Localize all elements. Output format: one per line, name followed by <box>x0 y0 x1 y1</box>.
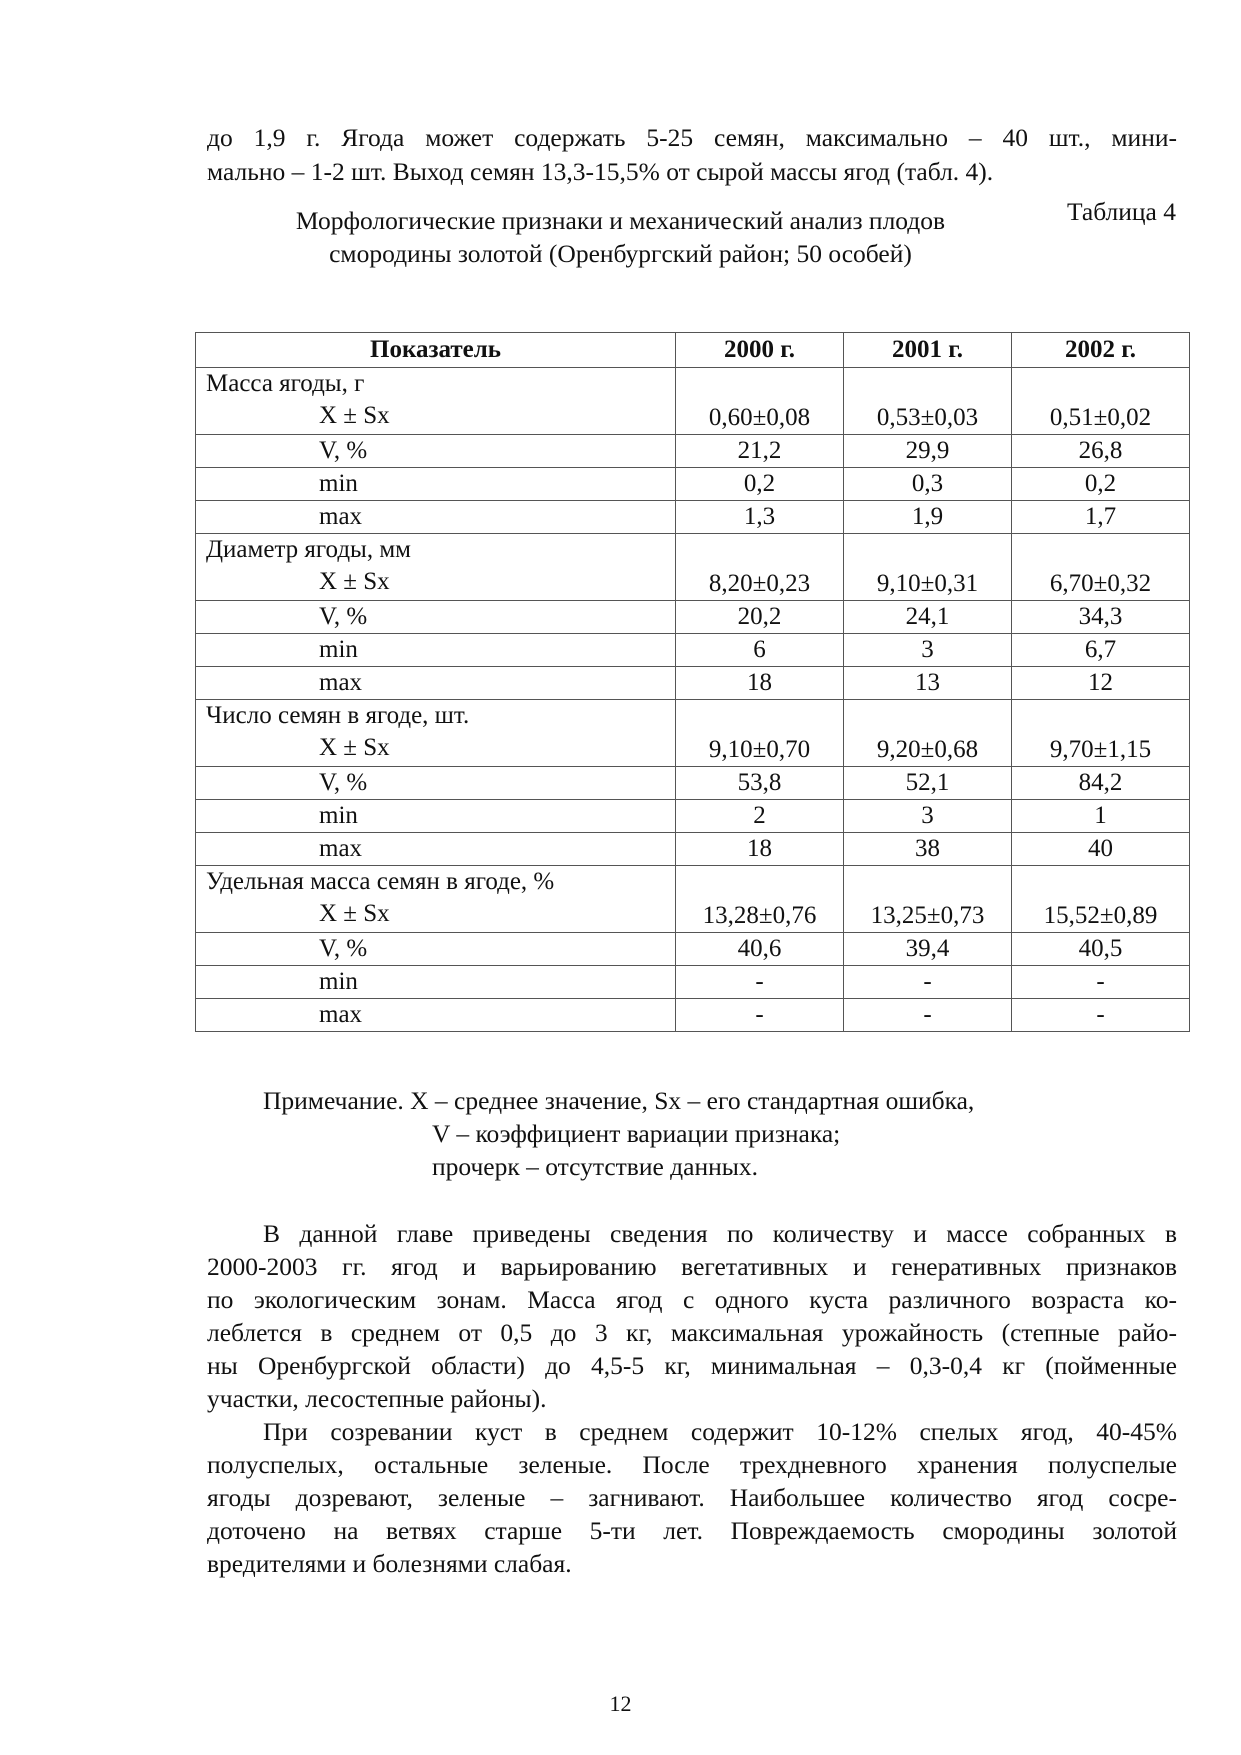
value-cell-2000: 20,2 <box>676 601 844 634</box>
table-group-row <box>196 368 1190 435</box>
value-cell-2001: - <box>844 999 1012 1032</box>
row-label: V, % <box>196 601 676 634</box>
value-cell-2001: 39,4 <box>844 933 1012 966</box>
table-row <box>196 601 1190 634</box>
table-row <box>196 933 1190 966</box>
paragraph-2-line: При созревании куст в среднем содержит 10-12% спелых ягод, 40-45% <box>263 1417 1177 1446</box>
paragraph-1-line: участки, лесостепные районы). <box>207 1384 547 1413</box>
table-row <box>196 767 1190 800</box>
value-cell-2002: 9,70±1,15 <box>1012 700 1190 767</box>
table-row <box>196 468 1190 501</box>
value-cell-2002: 40 <box>1012 833 1190 866</box>
paragraph-2-line: ягоды дозревают, зеленые – загнивают. Наибольшее количество ягод сосре- <box>207 1483 1177 1512</box>
table-note-line-3: прочерк – отсутствие данных. <box>432 1152 759 1181</box>
value-cell-2002: - <box>1012 966 1190 999</box>
value-cell-2002: 1,7 <box>1012 501 1190 534</box>
row-label: V, % <box>196 435 676 468</box>
value-cell-2002: 12 <box>1012 667 1190 700</box>
paragraph-1-line: ны Оренбургской области) до 4,5-5 кг, минимальная – 0,3-0,4 кг (пойменные <box>207 1351 1177 1380</box>
value-cell-2001: 29,9 <box>844 435 1012 468</box>
value-cell-2000: 53,8 <box>676 767 844 800</box>
intro-line-1: до 1,9 г. Ягода может содержать 5-25 семян, максимально – 40 шт., мини- <box>207 123 1177 152</box>
row-label: max <box>196 501 676 534</box>
header-indicator: Показатель <box>196 333 676 368</box>
value-cell-2002: 26,8 <box>1012 435 1190 468</box>
table-label: Таблица 4 <box>1066 197 1176 226</box>
table-row <box>196 966 1190 999</box>
value-cell-2001: - <box>844 966 1012 999</box>
value-cell-2002: 6,70±0,32 <box>1012 534 1190 601</box>
value-cell-2001: 3 <box>844 800 1012 833</box>
row-label: V, % <box>196 767 676 800</box>
table-header-row <box>196 333 1190 368</box>
morphology-table <box>195 332 1190 1032</box>
group-title: Диаметр ягоды, мм <box>206 536 411 563</box>
group-label-cell <box>196 700 676 767</box>
group-title: Удельная масса семян в ягоде, % <box>206 868 555 895</box>
row-label: X ± Sx <box>319 900 390 927</box>
paragraph-1-line: В данной главе приведены сведения по количеству и массе собранных в <box>263 1219 1177 1248</box>
paragraph-2-line: полуспелых, остальные зеленые. После трехдневного хранения полуспелые <box>207 1450 1177 1479</box>
value-cell-2000: 2 <box>676 800 844 833</box>
table-row <box>196 667 1190 700</box>
table-caption-line-1: Морфологические признаки и механический анализ плодов <box>295 206 946 235</box>
value-cell-2002: 15,52±0,89 <box>1012 866 1190 933</box>
paragraph-1-line: леблется в среднем от 0,5 до 3 кг, максимальная урожайность (степные райо- <box>207 1318 1177 1347</box>
value-cell-2000: 6 <box>676 634 844 667</box>
value-cell-2000: 0,2 <box>676 468 844 501</box>
table-note-line-1: Примечание. X – среднее значение, Sx – его стандартная ошибка, <box>263 1086 975 1115</box>
value-cell-2000: 8,20±0,23 <box>676 534 844 601</box>
header-year-2002: 2002 г. <box>1012 333 1190 368</box>
value-cell-2001: 3 <box>844 634 1012 667</box>
value-cell-2001: 0,53±0,03 <box>844 368 1012 435</box>
value-cell-2001: 24,1 <box>844 601 1012 634</box>
paragraph-1-line: по экологическим зонам. Масса ягод с одного куста различного возраста ко- <box>207 1285 1177 1314</box>
table-body <box>196 368 1190 1032</box>
value-cell-2000: - <box>676 966 844 999</box>
table-row <box>196 999 1190 1032</box>
value-cell-2002: 6,7 <box>1012 634 1190 667</box>
value-cell-2002: 34,3 <box>1012 601 1190 634</box>
row-label: max <box>196 833 676 866</box>
group-title: Масса ягоды, г <box>206 370 365 397</box>
table-row <box>196 800 1190 833</box>
value-cell-2000: 1,3 <box>676 501 844 534</box>
paragraph-2-line: вредителями и болезнями слабая. <box>207 1549 572 1578</box>
value-cell-2000: 9,10±0,70 <box>676 700 844 767</box>
value-cell-2002: 40,5 <box>1012 933 1190 966</box>
row-label: max <box>196 667 676 700</box>
value-cell-2001: 9,10±0,31 <box>844 534 1012 601</box>
table-row <box>196 501 1190 534</box>
value-cell-2000: 18 <box>676 833 844 866</box>
header-year-2001: 2001 г. <box>844 333 1012 368</box>
header-year-2000: 2000 г. <box>676 333 844 368</box>
value-cell-2002: - <box>1012 999 1190 1032</box>
table-group-row <box>196 534 1190 601</box>
row-label: X ± Sx <box>319 402 390 429</box>
table-note-line-2: V – коэффициент вариации признака; <box>432 1119 841 1148</box>
table-group-row <box>196 866 1190 933</box>
group-label-cell <box>196 368 676 435</box>
row-label: X ± Sx <box>319 568 390 595</box>
value-cell-2001: 9,20±0,68 <box>844 700 1012 767</box>
row-label: X ± Sx <box>319 734 390 761</box>
value-cell-2000: 40,6 <box>676 933 844 966</box>
value-cell-2002: 0,51±0,02 <box>1012 368 1190 435</box>
value-cell-2000: 18 <box>676 667 844 700</box>
value-cell-2001: 52,1 <box>844 767 1012 800</box>
page-number: 12 <box>609 1691 632 1716</box>
value-cell-2001: 1,9 <box>844 501 1012 534</box>
table-group-row <box>196 700 1190 767</box>
row-label: min <box>196 468 676 501</box>
value-cell-2000: 13,28±0,76 <box>676 866 844 933</box>
value-cell-2001: 13 <box>844 667 1012 700</box>
value-cell-2002: 1 <box>1012 800 1190 833</box>
value-cell-2001: 0,3 <box>844 468 1012 501</box>
table-row <box>196 634 1190 667</box>
table-row <box>196 435 1190 468</box>
table-caption-line-2: смородины золотой (Оренбургский район; 50 особей) <box>329 239 912 268</box>
row-label: min <box>196 634 676 667</box>
intro-line-2: мально – 1-2 шт. Выход семян 13,3-15,5% от сырой массы ягод (табл. 4). <box>207 157 994 186</box>
row-label: max <box>196 999 676 1032</box>
value-cell-2000: 21,2 <box>676 435 844 468</box>
paragraph-1-line: 2000-2003 гг. ягод и варьированию вегетативных и генеративных признаков <box>207 1252 1177 1281</box>
row-label: min <box>196 966 676 999</box>
value-cell-2001: 38 <box>844 833 1012 866</box>
group-title: Число семян в ягоде, шт. <box>206 702 470 729</box>
group-label-cell <box>196 866 676 933</box>
row-label: V, % <box>196 933 676 966</box>
paragraph-2-line: доточено на ветвях старше 5-ти лет. Повреждаемость смородины золотой <box>207 1516 1177 1545</box>
value-cell-2000: - <box>676 999 844 1032</box>
value-cell-2002: 84,2 <box>1012 767 1190 800</box>
group-label-cell <box>196 534 676 601</box>
value-cell-2002: 0,2 <box>1012 468 1190 501</box>
row-label: min <box>196 800 676 833</box>
value-cell-2000: 0,60±0,08 <box>676 368 844 435</box>
table-row <box>196 833 1190 866</box>
value-cell-2001: 13,25±0,73 <box>844 866 1012 933</box>
